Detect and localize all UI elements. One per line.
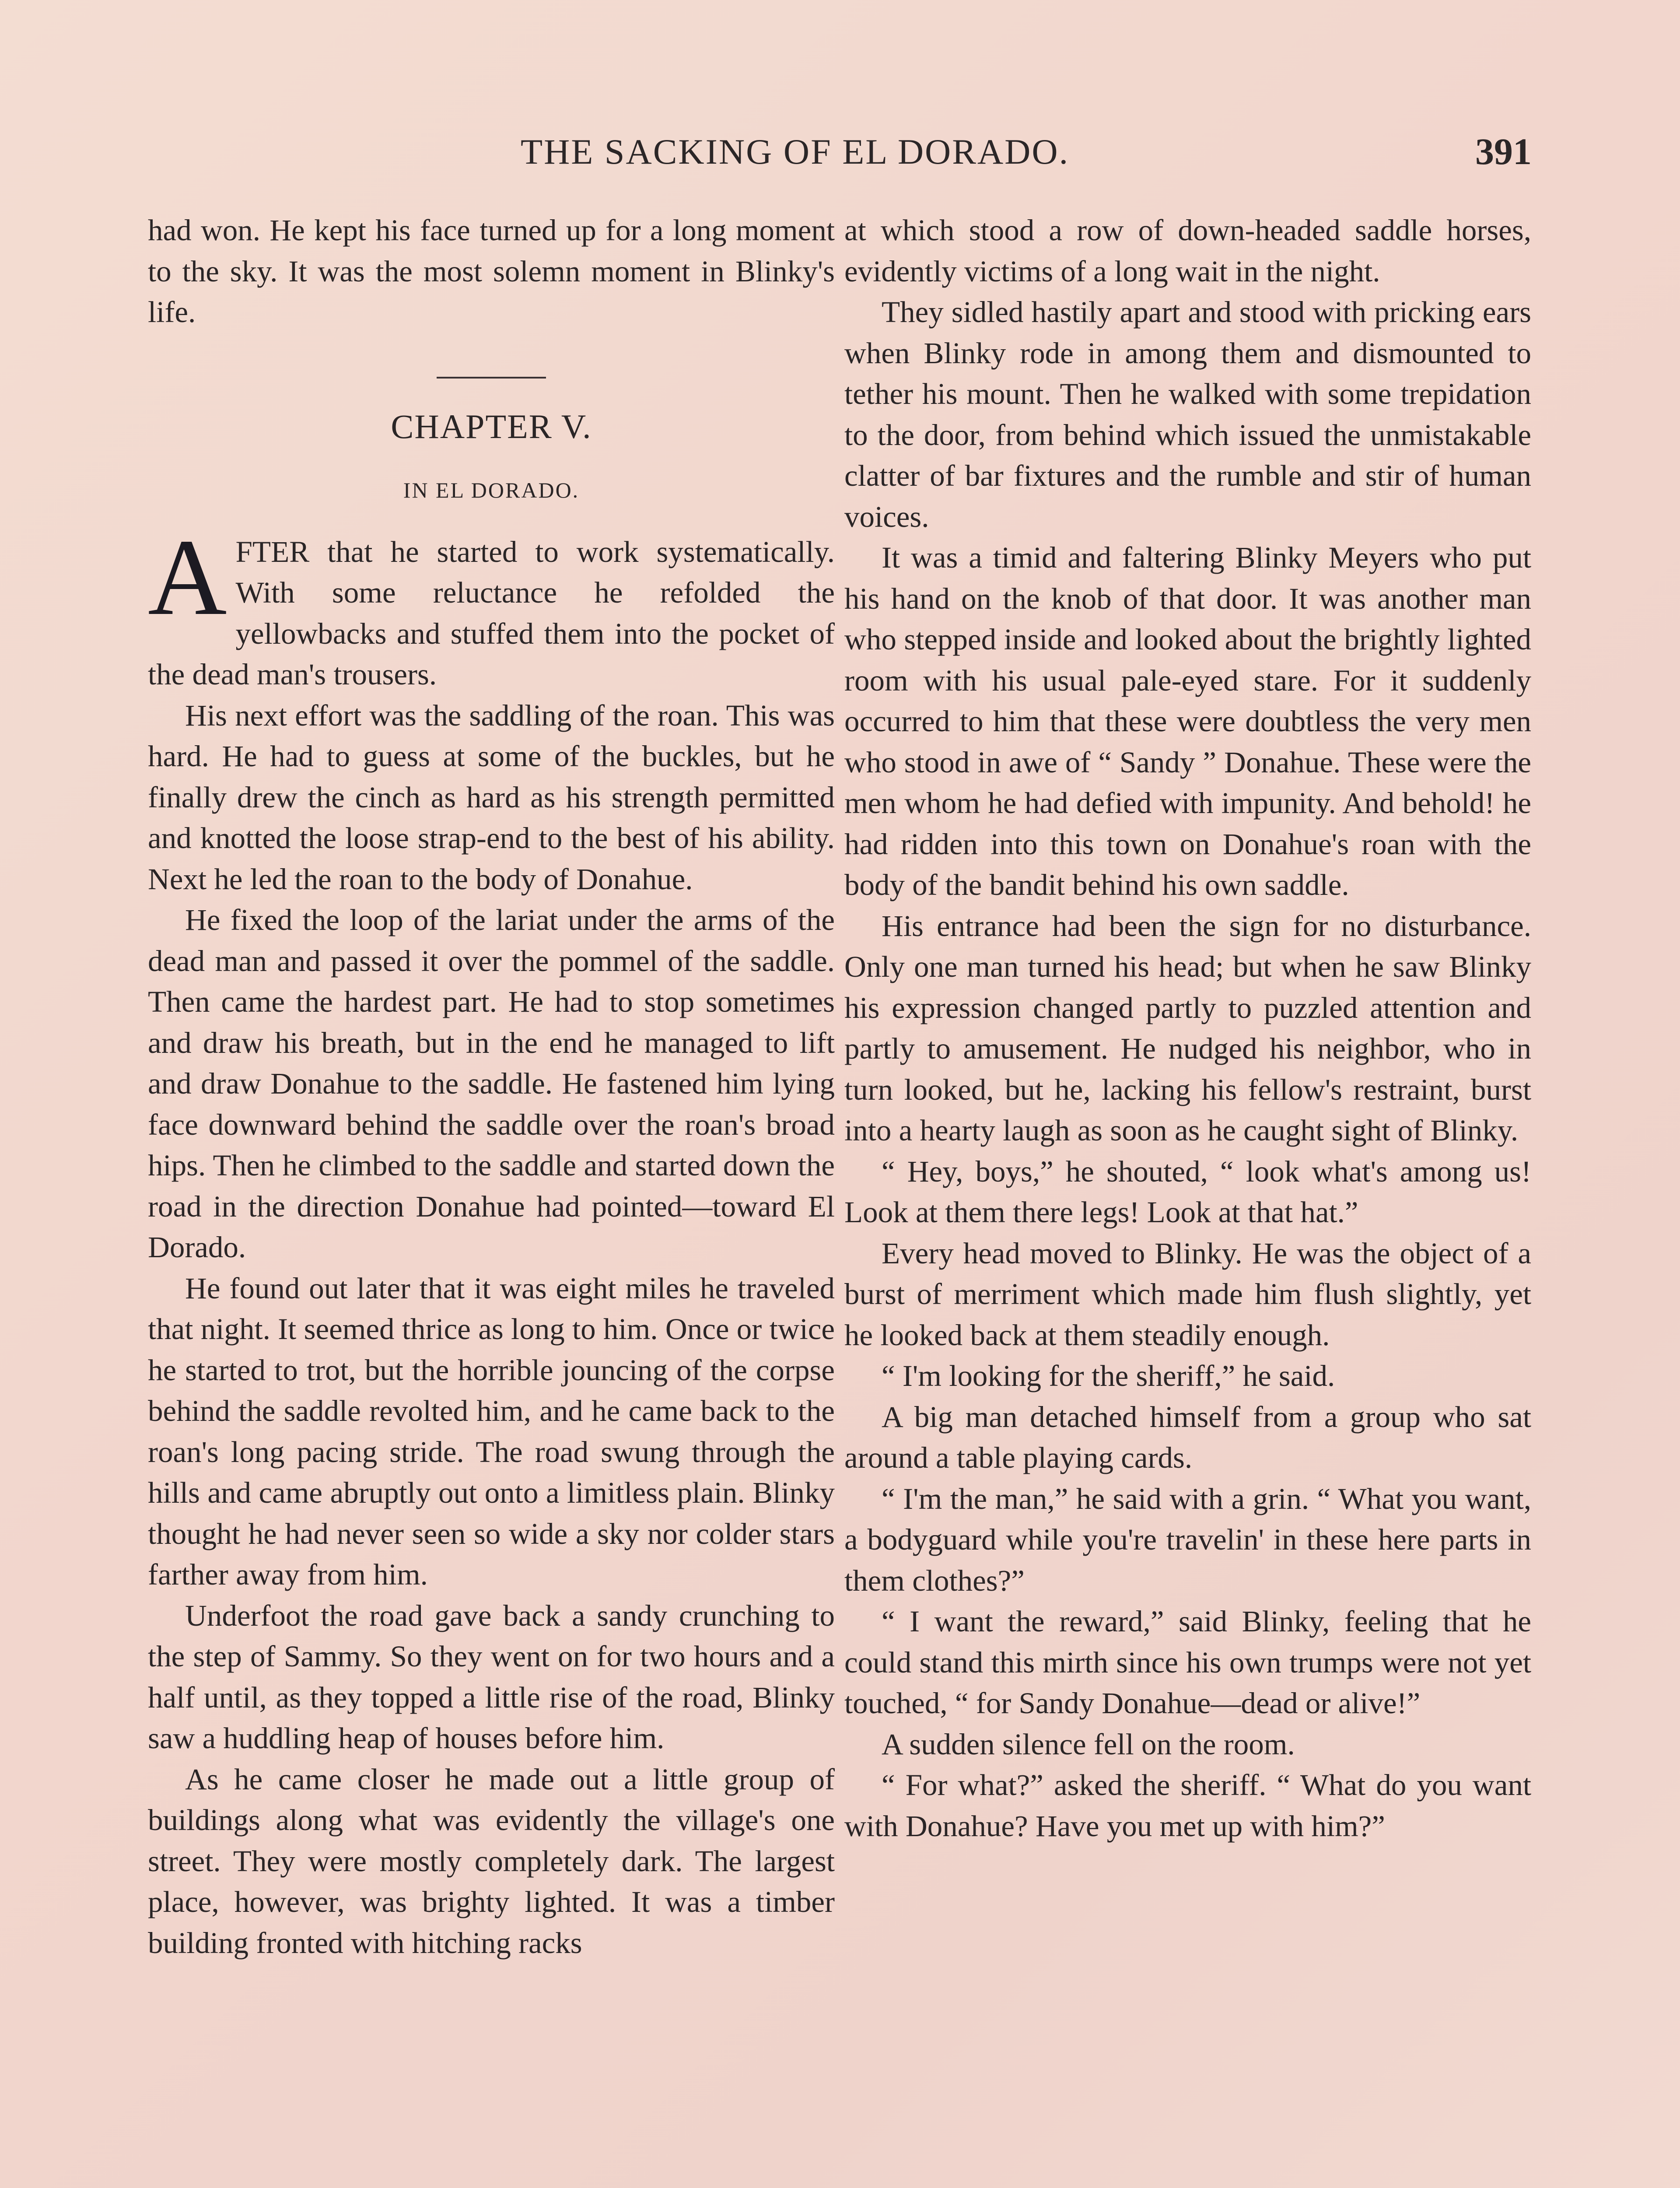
paragraph: His entrance had been the sign for no disturbance. Only one man turned his head; but when he saw Blinky his expression changed partly to puzzled attention and partly to amusement. He nudged his neighbor, who in turn looked, but he, lacking his fellow's restraint, burst into a hearty laugh as soon as he caught sight of Blinky. [844,909,1531,1147]
paragraph: Every head moved to Blinky. He was the object of a burst of merriment which made him flush slightly, yet he looked back at them steadily enough. [844,1236,1531,1352]
paragraph: It was a timid and faltering Blinky Meyers who put his hand on the knob of that door. It was another man who stepped inside and looked about the brightly lighted room with his usual pale-eyed stare. For it suddenly occurred to him that these were doubtless the very men who stood in awe of “ Sandy ” Donahue. These were the men whom he had defied with impunity. And behold! he had ridden into this town on Donahue's roan with the body of the bandit behind his own saddle. [844,541,1531,901]
paragraph: A sudden silence fell on the room. [882,1727,1295,1761]
paragraph-intro: had won. He kept his face turned up for a long moment to the sky. It was the most solemn moment in Blinky's life. [148,214,835,329]
right-column [844,210,1531,1847]
paragraph: “ I'm the man,” he said with a grin. “ What you want, a bodyguard while you're travelin' in these here parts in them clothes?” [844,1482,1531,1597]
paragraph: They sidled hastily apart and stood with pricking ears when Blinky rode in among them and dismounted to tether his mount. Then he walked with some trepidation to the door, from behind which issued the unmistakable clatter of bar fixtures and the rumble and stir of human voices. [844,295,1531,533]
paragraph-dropcap [148,516,835,695]
paragraph: “ I'm looking for the sheriff,” he said. [882,1359,1335,1392]
section-divider [437,377,546,379]
paragraph: His next effort was the saddling of the roan. This was hard. He had to guess at some of the buckles, but he finally drew the cinch as hard as his strength permitted and knotted the loose strap-end to the best of his ability. Next he led the roan to the body of Donahue. [148,698,835,896]
paragraph: “ Hey, boys,” he shouted, “ look what's among us! Look at them there legs! Look at that hat.” [844,1154,1531,1229]
drop-cap-letter: A [148,516,227,638]
paragraph: As he came closer he made out a little group of buildings along what was evidently the village's one street. They were mostly completely dark. The largest place, however, was brighty lighted. It was a timber building fronted with hitching racks [148,1762,835,1960]
chapter-title: CHAPTER V. [391,407,592,445]
page-number: 391 [1475,130,1532,172]
paragraph: “ For what?” asked the sheriff. “ What do you want with Donahue? Have you met up with him?” [844,1768,1531,1843]
paragraph: Underfoot the road gave back a sandy crunching to the step of Sammy. So they went on for two hours and a half until, as they topped a little rise of the road, Blinky saw a huddling heap of houses before him. [148,1599,835,1755]
paragraph-text: FTER that he started to work systematically. With some reluctance he refolded the yellowbacks and stuffed them into the pocket of the dead man's trousers. [148,535,835,691]
paragraph: He fixed the loop of the lariat under the arms of the dead man and passed it over the pommel of the saddle. Then came the hardest part. He had to stop sometimes and draw his breath, but in the end he managed to lift and draw Donahue to the saddle. He fastened him lying face downward behind the saddle over the roan's broad hips. Then he climbed to the saddle and started down the road in the direction Donahue had pointed—toward El Dorado. [148,903,835,1264]
chapter-subtitle: IN EL DORADO. [403,477,580,502]
running-title: THE SACKING OF EL DORADO. [521,132,1070,172]
left-column [148,210,835,1964]
paragraph-continued: at which stood a row of down-headed saddle horses, evidently victims of a long wait in the night. [844,214,1531,288]
paragraph: “ I want the reward,” said Blinky, feeling that he could stand this mirth since his own trumps were not yet touched, “ for Sandy Donahue—dead or alive!” [844,1605,1531,1720]
paragraph: A big man detached himself from a group who sat around a table playing cards. [844,1400,1531,1474]
paragraph: He found out later that it was eight miles he traveled that night. It seemed thrice as long to him. Once or twice he started to trot, but the horrible jouncing of the corpse behind the saddle revolted him, and he came back to the roan's long pacing stride. The road swung through the hills and came abruptly out onto a limitless plain. Blinky thought he had never seen so wide a sky nor colder stars farther away from him. [148,1271,835,1591]
